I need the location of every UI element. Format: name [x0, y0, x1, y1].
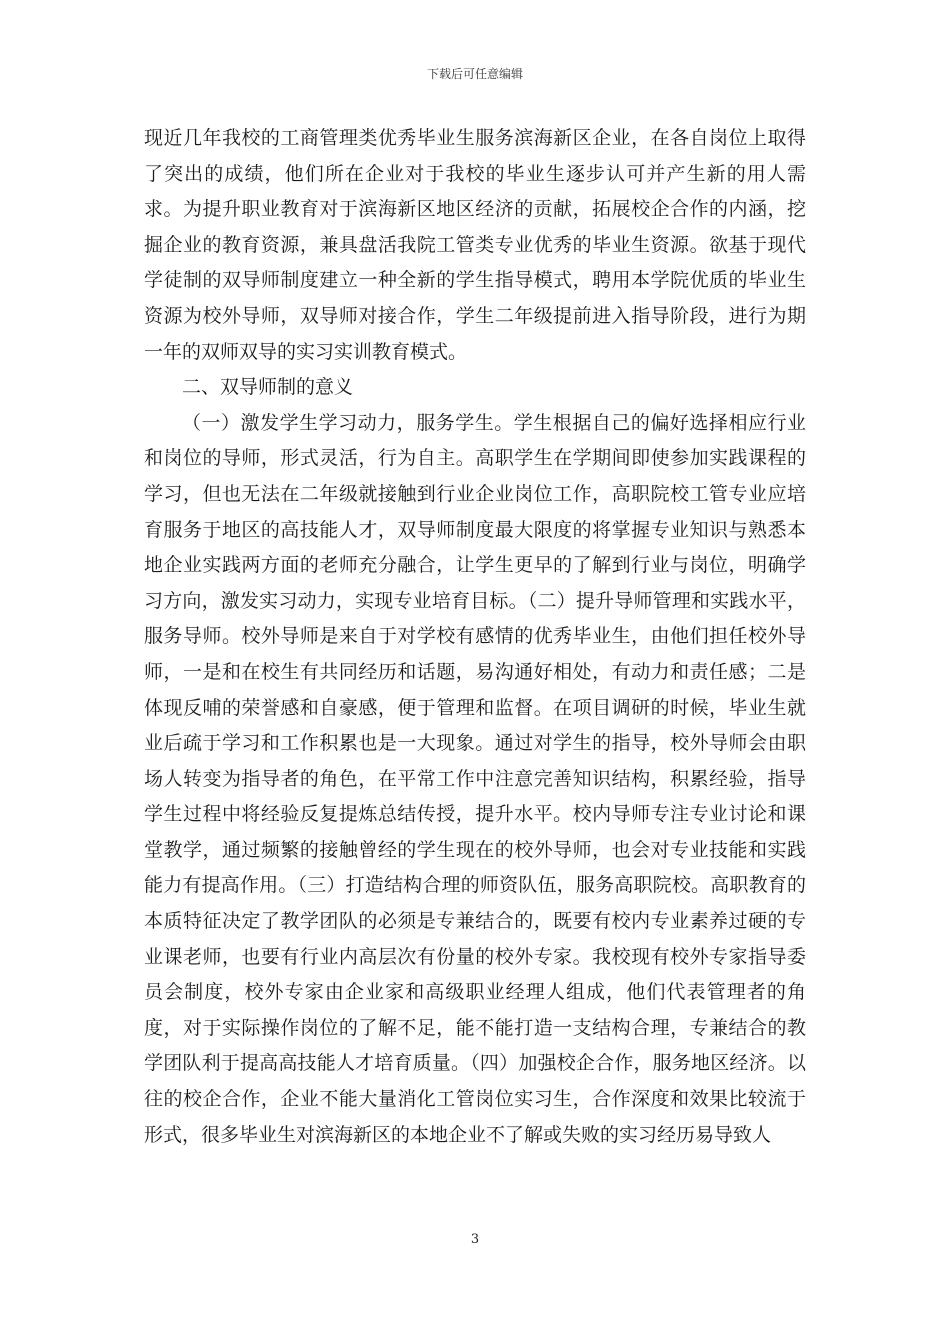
document-body	[144, 121, 806, 1153]
paragraph-significance: （一）激发学生学习动力，服务学生。学生根据自己的偏好选择相应行业和岗位的导师，形式灵活，行为自主。高职学生在学期间即使参加实践课程的学习，但也无法在二年级就接触到行业企业岗位工作，高职院校工管专业应培育服务于地区的高技能人才，双导师制度最大限度的将掌握专业知识与熟悉本地企业实践两方面的老师充分融合，让学生更早的了解到行业与岗位，明确学习方向，激发实习动力，实现专业培育目标。（二）提升导师管理和实践水平，服务导师。校外导师是来自于对学校有感情的优秀毕业生，由他们担任校外导师，一是和在校生有共同经历和话题，易沟通好相处，有动力和责任感；二是体现反哺的荣誉感和自豪感，便于管理和监督。在项目调研的时候，毕业生就业后疏于学习和工作积累也是一大现象。通过对学生的指导，校外导师会由职场人转变为指导者的角色，在平常工作中注意完善知识结构，积累经验，指导学生过程中将经验反复提炼总结传授，提升水平。校内导师专注专业讨论和课堂教学，通过频繁的接触曾经的学生现在的校外导师，也会对专业技能和实践能力有提高作用。（三）打造结构合理的师资队伍，服务高职院校。高职教育的本质特征决定了教学团队的必须是专兼结合的，既要有校内专业素养过硬的专业课老师，也要有行业内高层次有份量的校外专家。我校现有校外专家指导委员会制度，校外专家由企业家和高级职业经理人组成，他们代表管理者的角度，对于实际操作岗位的了解不足，能不能打造一支结构合理，专兼结合的教学团队利于提高高技能人才培育质量。（四）加强校企合作，服务地区经济。以往的校企合作，企业不能大量消化工管岗位实习生，合作深度和效果比较流于形式，很多毕业生对滨海新区的本地企业不了解或失败的实习经历易导致人	[144, 411, 806, 1146]
section-heading: 二、双导师制的意义	[182, 376, 354, 399]
paragraph-intro: 现近几年我校的工商管理类优秀毕业生服务滨海新区企业，在各自岗位上取得了突出的成绩，他们所在企业对于我校的毕业生逐步认可并产生新的用人需求。为提升职业教育对于滨海新区地区经济的贡献，拓展校企合作的内涵，挖掘企业的教育资源，兼具盘活我院工管类专业优秀的毕业生资源。欲基于现代学徒制的双导师制度建立一种全新的学生指导模式，聘用本学院优质的毕业生资源为校外导师，双导师对接合作，学生二年级提前进入指导阶段，进行为期一年的双师双导的实习实训教育模式。	[144, 127, 806, 363]
page-number: 3	[470, 1232, 480, 1247]
page-header: 下载后可任意编辑	[426, 67, 523, 81]
